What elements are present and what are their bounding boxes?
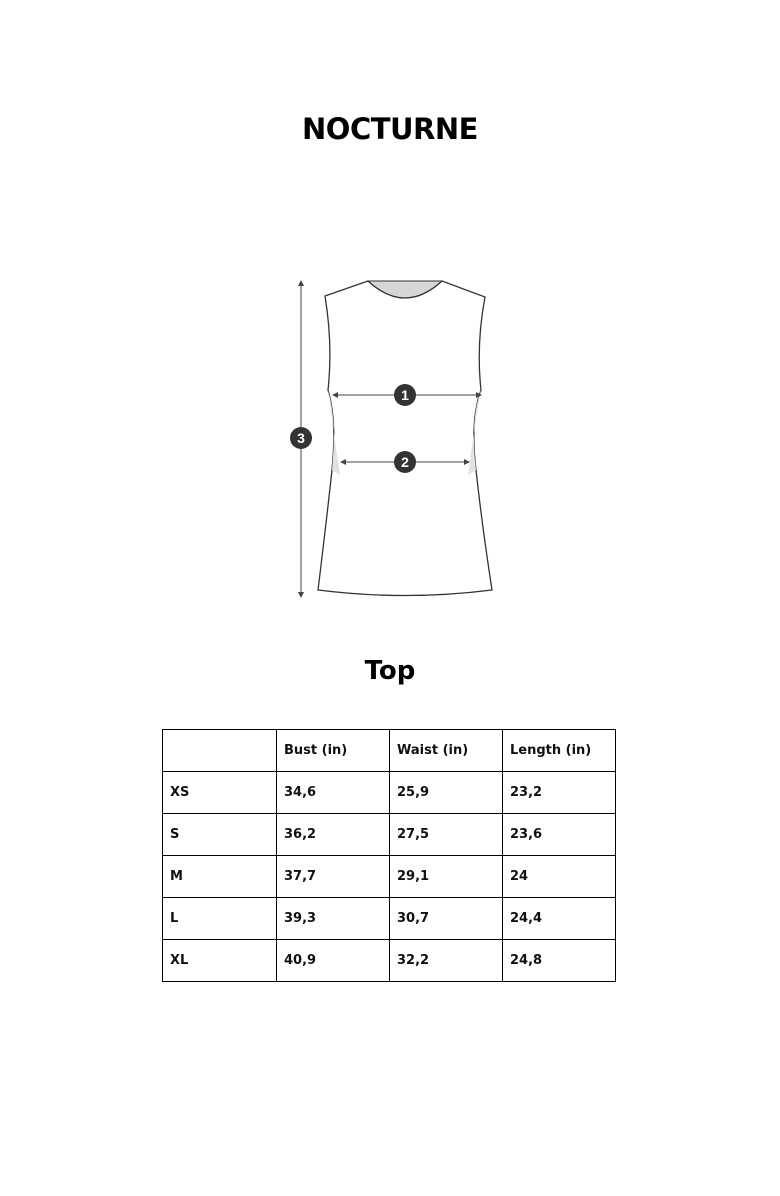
bust-cell: 37,7 (277, 856, 390, 898)
length-cell: 24 (503, 856, 616, 898)
size-cell: S (163, 814, 277, 856)
table-row (163, 940, 616, 982)
header-cell: Waist (in) (390, 730, 503, 772)
table-row (163, 772, 616, 814)
bust-cell: 39,3 (277, 898, 390, 940)
size-cell: XS (163, 772, 277, 814)
table-row (163, 856, 616, 898)
length-cell: 24,4 (503, 898, 616, 940)
bust-cell: 34,6 (277, 772, 390, 814)
size-chart-table (162, 729, 616, 982)
waist-cell: 30,7 (390, 898, 503, 940)
bust-cell: 36,2 (277, 814, 390, 856)
header-cell: Bust (in) (277, 730, 390, 772)
table-row (163, 814, 616, 856)
brand-title: NOCTURNE (302, 112, 478, 146)
length-arrow-bottom (298, 592, 304, 598)
waist-cell: 29,1 (390, 856, 503, 898)
header-cell: Length (in) (503, 730, 616, 772)
size-cell: XL (163, 940, 277, 982)
garment-diagram (270, 270, 510, 610)
length-cell: 23,6 (503, 814, 616, 856)
length-arrow-top (298, 280, 304, 286)
waist-cell: 25,9 (390, 772, 503, 814)
size-cell: M (163, 856, 277, 898)
bust-cell: 40,9 (277, 940, 390, 982)
table-header-row (163, 730, 616, 772)
marker-2-label: 2 (401, 454, 409, 470)
table-row (163, 898, 616, 940)
length-cell: 23,2 (503, 772, 616, 814)
top-outline (318, 281, 492, 596)
header-cell (163, 730, 277, 772)
marker-1-label: 1 (401, 387, 409, 403)
size-cell: L (163, 898, 277, 940)
waist-cell: 27,5 (390, 814, 503, 856)
length-cell: 24,8 (503, 940, 616, 982)
section-title: Top (364, 656, 416, 686)
marker-3-label: 3 (297, 430, 305, 446)
waist-cell: 32,2 (390, 940, 503, 982)
